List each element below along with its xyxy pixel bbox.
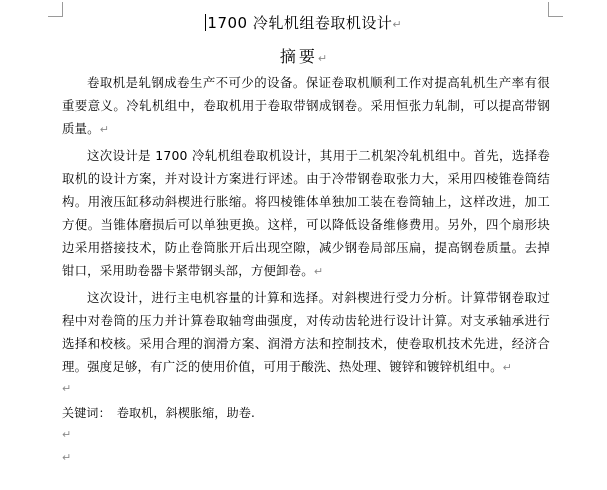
paragraph-2-text[interactable]: 这次设计是 1700 冷轧机组卷取机设计，其用于二机架冷轧机组中。首先，选择卷取机的设计方案，并对设计方案进行评述。由于冷带钢卷取张力大，采用四棱锥卷筒结构。用液压缸移动斜楔进行胀缩。将四棱锥体单独加工装在卷筒轴上，这样改进，加工方便。当锥体磨损后可以单独更换。这样，可以降低设备维修费用。另外，四个扇形块边采用搭接技术，防止卷筒胀开后出现空隙，减少钢卷局部压扁，提高钢卷质量。去掉钳口，采用助卷器卡紧带钢头部，方便卸卷。 [62,148,550,278]
keywords-end-mark: . [251,406,256,420]
document-title[interactable] [0,12,607,36]
paragraph-mark: ↵ [317,52,328,65]
keywords-line[interactable] [62,402,550,425]
keywords-value[interactable]: 卷取机，斜楔胀缩，助卷 [116,406,252,420]
paragraph-mark: ↵ [313,265,324,278]
abstract-paragraph-3[interactable] [62,286,550,379]
abstract-heading[interactable] [0,46,607,70]
paragraph-1-text[interactable]: 卷取机是轧钢成卷生产不可少的设备。保证卷取机顺利工作对提高轧机生产率有很重要意义。冷轧机组中，卷取机用于卷取带钢成钢卷。采用恒张力轧制，可以提高带钢质量。 [62,75,550,136]
paragraph-mark: ↵ [62,382,72,395]
keywords-label: 关键词： [62,406,111,420]
paragraph-mark: ↵ [62,451,72,464]
document-title-text[interactable]: 1700 冷轧机组卷取机设计 [207,14,393,32]
abstract-paragraph-1[interactable] [62,71,550,141]
empty-paragraph[interactable] [62,425,550,448]
paragraph-mark: ↵ [62,428,72,441]
paragraph-mark: ↵ [502,361,512,374]
paragraph-3-text[interactable]: 这次设计，进行主电机容量的计算和选择。对斜楔进行受力分析。计算带钢卷取过程中对卷筒的压力并计算卷取轴弯曲强度，对传动齿轮进行设计计算。对支承轴承进行选择和校核。采用合理的润滑方案、润滑方法和控制技术，使卷取机技术先进，经济合理。强度足够，有广泛的使用价值，可用于酸洗、热处理、镀锌和镀锌机组中。 [62,290,550,374]
paragraph-mark: ↵ [99,123,109,136]
document-body [62,71,550,471]
empty-paragraph[interactable] [62,379,550,402]
paragraph-mark: ↵ [392,18,402,31]
abstract-heading-text[interactable]: 摘要 [279,47,318,66]
empty-paragraph[interactable] [62,448,550,471]
abstract-paragraph-2[interactable] [62,144,550,283]
